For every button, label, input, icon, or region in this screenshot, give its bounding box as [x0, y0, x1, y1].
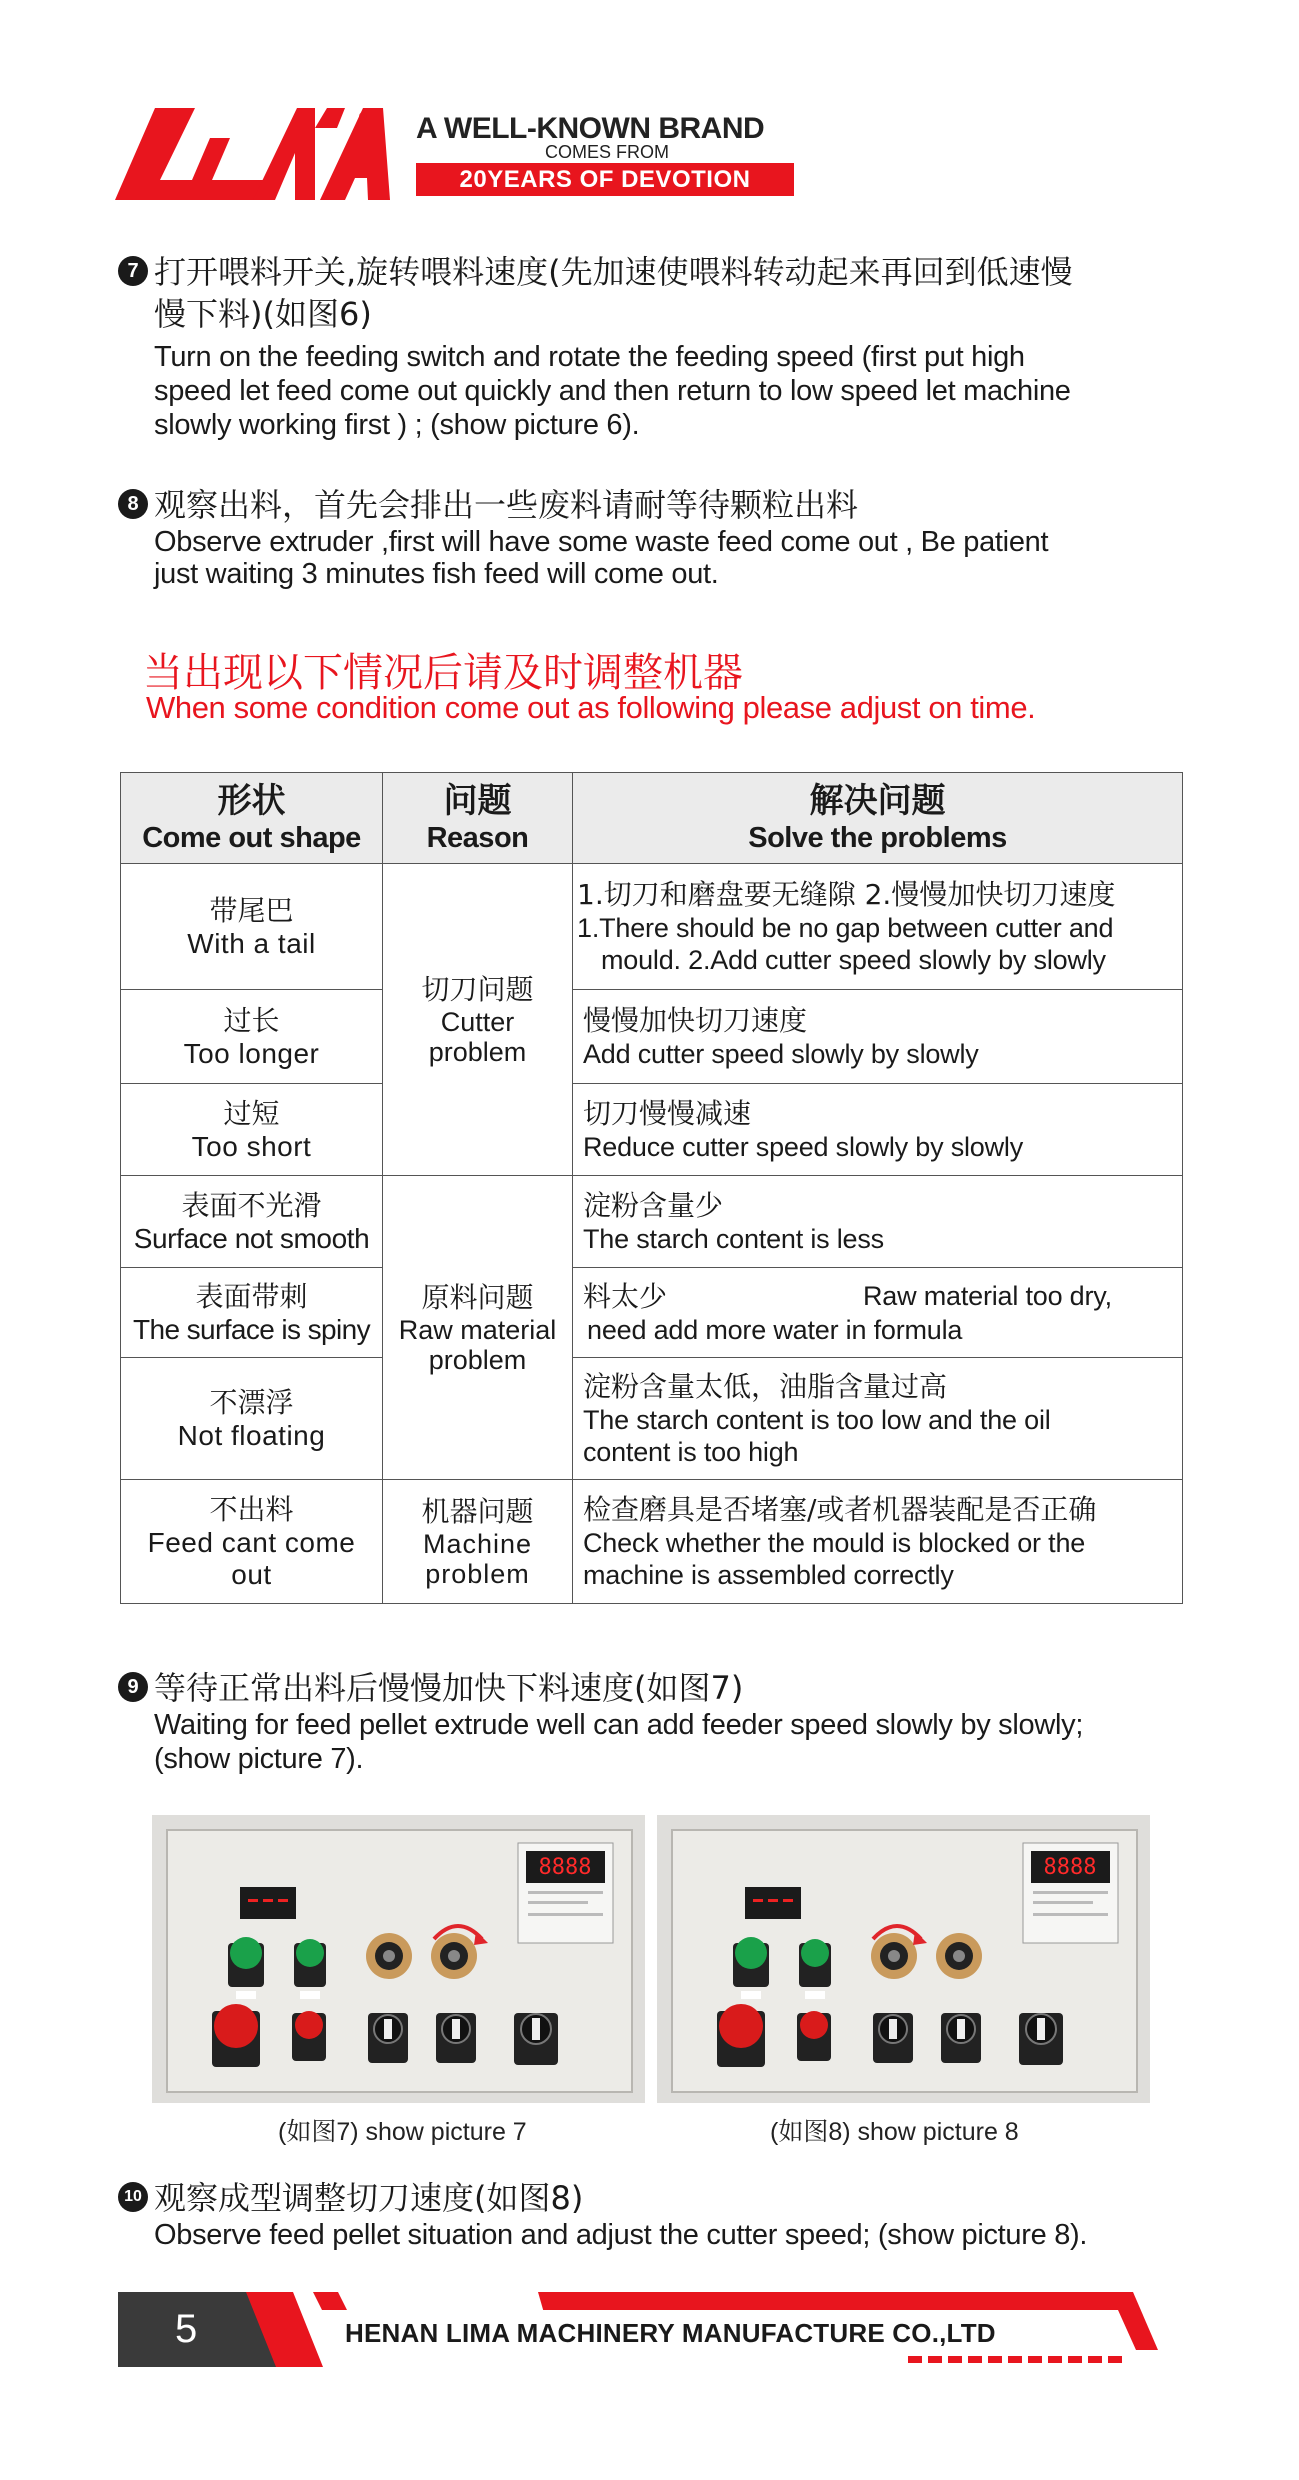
green-button [799, 1939, 831, 1999]
step-7 [118, 252, 1198, 452]
step-number-badge: 10 [118, 2182, 148, 2212]
selector-switch [1019, 2013, 1063, 2065]
table-row [121, 990, 1183, 1084]
solution-cell: 切刀慢慢减速 Reduce cutter speed slowly by slowly [573, 1084, 1183, 1176]
selector-switch [514, 2013, 558, 2065]
selector-switch [368, 2013, 408, 2063]
speed-knob [871, 1933, 917, 1979]
step-9-en-2: (show picture 7). [154, 1743, 364, 1775]
step-7-en-2: speed let feed come out quickly and then return to low speed let machine [154, 375, 1071, 407]
caption-picture-7: (如图7) show picture 7 [278, 2118, 527, 2146]
brand-tagline-2: COMES FROM [545, 142, 669, 162]
selector-switch [436, 2013, 476, 2063]
shape-cell: 带尾巴 With a tail [121, 864, 383, 990]
small-display [745, 1887, 801, 1919]
solution-cell: 检查磨具是否堵塞/或者机器装配是否正确 Check whether the mould is blocked or the machine is assembled correctly [573, 1480, 1183, 1604]
step-8 [118, 485, 1198, 595]
solution-cell: 料太少 Raw material too dry, need add more water in formula [573, 1268, 1183, 1358]
shape-cell: 不出料 Feed cant come out [121, 1480, 383, 1604]
red-button [292, 2011, 326, 2061]
step-number-badge: 8 [118, 489, 148, 519]
table-row [121, 1268, 1183, 1358]
step-7-cn-2: 慢下料)(如图6) [154, 295, 372, 333]
solution-cell: 1.切刀和磨盘要无缝隙 2.慢慢加快切刀速度 1.There should be no gap between cutter and mould. 2.Add cutter speed slowly by slowly [573, 864, 1183, 990]
step-9 [118, 1668, 1198, 1778]
green-button [294, 1939, 326, 1999]
table-row [121, 1358, 1183, 1480]
shape-cell: 过长 Too longer [121, 990, 383, 1084]
step-9-en-1: Waiting for feed pellet extrude well can add feeder speed slowly by slowly; [154, 1709, 1084, 1741]
reason-material: 原料问题 Raw material problem [383, 1176, 573, 1480]
speed-knob [431, 1933, 477, 1979]
step-10-en: Observe feed pellet situation and adjust the cutter speed; (show picture 8). [154, 2219, 1088, 2251]
brand-tagline-1: A WELL-KNOWN BRAND [416, 112, 765, 145]
step-number-badge: 9 [118, 1672, 148, 1702]
shape-cell: 不漂浮 Not floating [121, 1358, 383, 1480]
shape-cell: 表面带刺 The surface is spiny [121, 1268, 383, 1358]
red-stop-button [212, 2004, 260, 2067]
step-number-badge: 7 [118, 256, 148, 286]
step-9-cn: 等待正常出料后慢慢加快下料速度(如图7) [154, 1669, 744, 1707]
speed-knob [366, 1933, 412, 1979]
notice-en: When some condition come out as following please adjust on time. [146, 690, 1036, 725]
table-header-row [121, 773, 1183, 864]
page-number: 5 [175, 2307, 198, 2351]
solution-cell: 慢慢加快切刀速度 Add cutter speed slowly by slowly [573, 990, 1183, 1084]
troubleshooting-table [120, 772, 1183, 1604]
lima-logo [115, 108, 390, 203]
shape-cell: 过短 Too short [121, 1084, 383, 1176]
table-row [121, 1480, 1183, 1604]
small-display [240, 1887, 296, 1919]
table-row [121, 1176, 1183, 1268]
red-stop-button [717, 2004, 765, 2067]
control-panel-photo-7 [152, 1815, 645, 2103]
step-7-en-1: Turn on the feeding switch and rotate the feeding speed (first put high [154, 341, 1025, 373]
step-8-cn: 观察出料，首先会排出一些废料请耐等待颗粒出料 [154, 486, 859, 524]
controller-readout: 8888 [538, 1855, 592, 1880]
speed-knob [936, 1933, 982, 1979]
header-reason: 问题 Reason [383, 773, 573, 864]
step-10-cn: 观察成型调整切刀速度(如图8) [154, 2179, 584, 2217]
selector-switch [873, 2013, 913, 2063]
company-name: HENAN LIMA MACHINERY MANUFACTURE CO.,LTD [345, 2318, 996, 2348]
svg-text:®: ® [359, 111, 368, 123]
caption-picture-8: (如图8) show picture 8 [770, 2118, 1019, 2146]
step-7-cn-1: 打开喂料开关,旋转喂料速度(先加速使喂料转动起来再回到低速慢 [154, 253, 1073, 291]
step-8-en-2: just waiting 3 minutes fish feed will come out. [154, 558, 719, 590]
step-7-en-3: slowly working first ) ; (show picture 6). [154, 409, 640, 441]
header-solution: 解决问题 Solve the problems [573, 773, 1183, 864]
notice-cn: 当出现以下情况后请及时调整机器 [143, 650, 743, 696]
controller-readout: 8888 [1043, 1855, 1097, 1880]
selector-switch [941, 2013, 981, 2063]
solution-cell: 淀粉含量太低，油脂含量过高 The starch content is too low and the oil content is too high [573, 1358, 1183, 1480]
shape-cell: 表面不光滑 Surface not smooth [121, 1176, 383, 1268]
reason-machine: 机器问题 Machine problem [383, 1480, 573, 1604]
green-button [228, 1937, 264, 1999]
brand-tagline-3: 20YEARS OF DEVOTION [416, 163, 794, 196]
table-row [121, 1084, 1183, 1176]
table-row [121, 864, 1183, 990]
step-10 [118, 2178, 1198, 2258]
red-button [797, 2011, 831, 2061]
control-panel-photo-8 [657, 1815, 1150, 2103]
reason-cutter: 切刀问题 Cutter problem [383, 864, 573, 1176]
header-shape: 形状 Come out shape [121, 773, 383, 864]
step-8-en-1: Observe extruder ,first will have some waste feed come out , Be patient [154, 526, 1049, 558]
solution-cell: 淀粉含量少 The starch content is less [573, 1176, 1183, 1268]
green-button [733, 1937, 769, 1999]
